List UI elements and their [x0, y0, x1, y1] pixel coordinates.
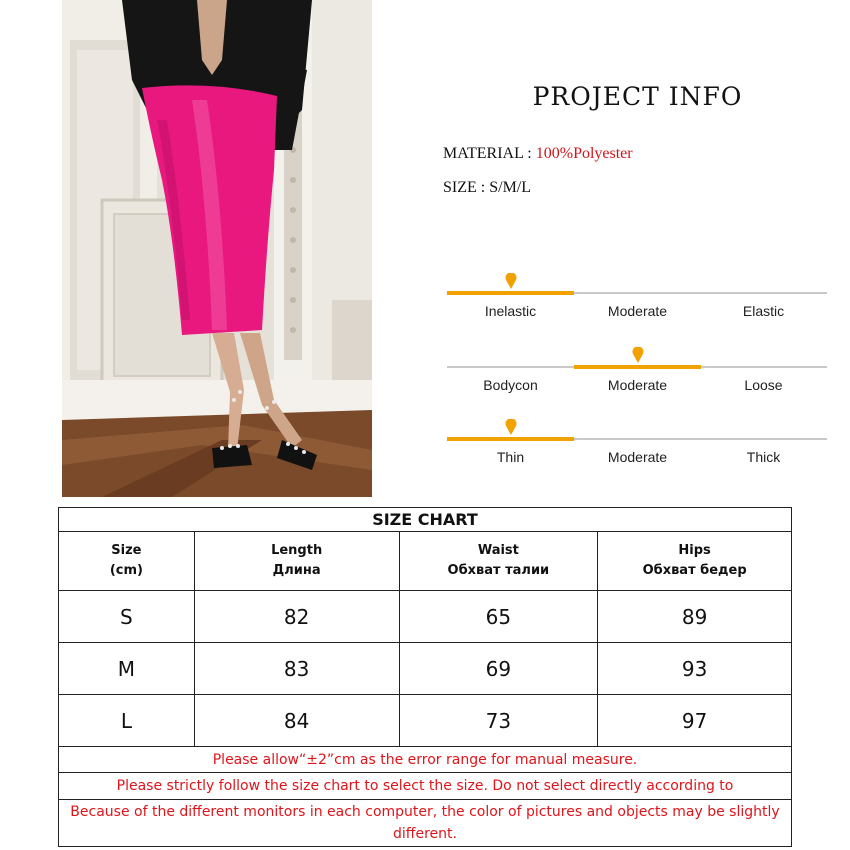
cell-length: 84: [194, 695, 399, 747]
location-pin-icon: [505, 273, 517, 289]
cell-size: S: [59, 591, 195, 643]
thickness-scale: [447, 419, 827, 465]
size-chart-table: [58, 507, 792, 847]
location-pin-icon: [505, 419, 517, 435]
material-value: 100%Polyester: [535, 145, 633, 162]
scale-label: Thin: [496, 449, 525, 465]
scale-label: Bodycon: [483, 377, 538, 393]
size-chart-title: SIZE CHART: [59, 508, 792, 532]
table-row: [59, 643, 792, 695]
project-info-title: PROJECT INFO: [532, 82, 743, 111]
table-row: [59, 695, 792, 747]
elasticity-scale: [447, 273, 827, 319]
scale-selected-segment: [574, 365, 701, 369]
location-pin-icon: [632, 347, 644, 363]
cell-length: 82: [194, 591, 399, 643]
header-length: Length Длина: [194, 532, 399, 591]
scale-label: Moderate: [607, 303, 668, 319]
note-follow-size-chart: Please strictly follow the size chart to select the size. Do not select directly according to: [59, 773, 792, 800]
size-line: SIZE : S/M/L: [443, 179, 532, 196]
cell-waist: 65: [399, 591, 598, 643]
cell-hips: 89: [598, 591, 792, 643]
material-label: MATERIAL :: [443, 145, 536, 162]
material-line: [443, 145, 633, 163]
scale-selected-segment: [447, 437, 574, 441]
scale-label: Moderate: [607, 449, 668, 465]
scale-label: Elastic: [742, 303, 785, 319]
table-row: [59, 591, 792, 643]
scale-label: Moderate: [607, 377, 668, 393]
cell-size: M: [59, 643, 195, 695]
cell-length: 83: [194, 643, 399, 695]
skirt-model-illustration: [62, 0, 372, 497]
header-waist: Waist Обхват талии: [399, 532, 598, 591]
cell-size: L: [59, 695, 195, 747]
header-size: Size (cm): [59, 532, 195, 591]
scale-selected-segment: [447, 291, 574, 295]
cell-hips: 97: [598, 695, 792, 747]
cell-hips: 93: [598, 643, 792, 695]
note-measure-tolerance: Please allow“±2”cm as the error range for manual measure.: [59, 747, 792, 773]
header-hips: Hips Обхват бедер: [598, 532, 792, 591]
fit-scale: [447, 347, 827, 393]
scale-label: Inelastic: [484, 303, 537, 319]
cell-waist: 73: [399, 695, 598, 747]
scale-label: Loose: [744, 377, 783, 393]
note-color-difference: Because of the different monitors in each computer, the color of pictures and objects may be slightly different.: [59, 800, 792, 847]
scale-label: Thick: [746, 449, 781, 465]
cell-waist: 69: [399, 643, 598, 695]
product-photo: [62, 0, 372, 497]
